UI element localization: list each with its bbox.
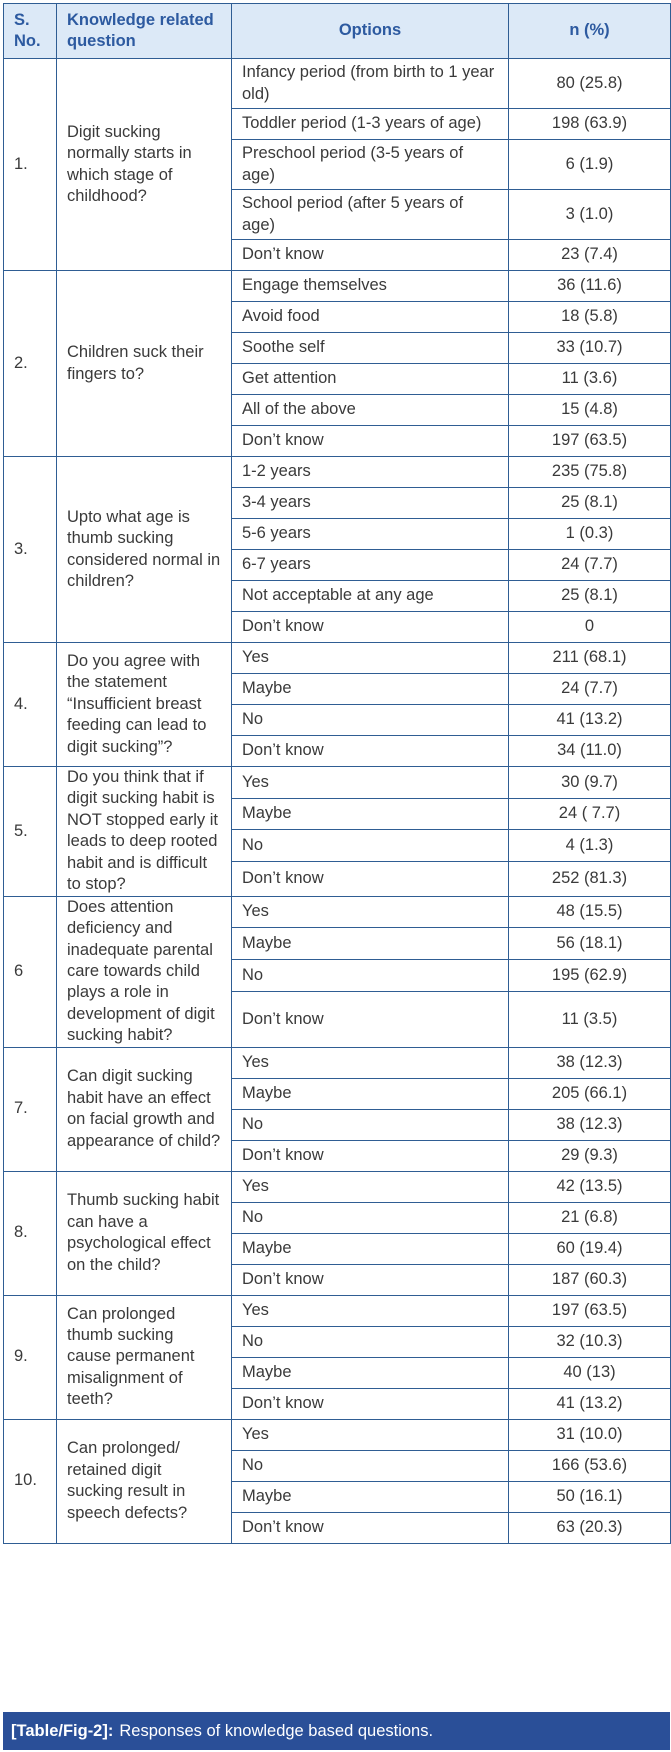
- option-count: 21 (6.8): [509, 1202, 671, 1233]
- option-label: Not acceptable at any age: [232, 581, 509, 612]
- table-body: [4, 59, 671, 1544]
- option-count: 252 (81.3): [509, 861, 671, 896]
- knowledge-table: [3, 3, 671, 1544]
- question-text: Do you agree with the statement “Insufficient breast feeding can lead to digit sucking”?: [57, 643, 232, 767]
- option-label: 6-7 years: [232, 550, 509, 581]
- option-label: No: [232, 1202, 509, 1233]
- option-count: 80 (25.8): [509, 59, 671, 109]
- question-text: Does attention deficiency and inadequate parental care towards child plays a role in development of digit sucking habit?: [57, 896, 232, 1047]
- option-count: 25 (8.1): [509, 581, 671, 612]
- option-count: 3 (1.0): [509, 190, 671, 240]
- table-row: [4, 59, 671, 109]
- option-label: Maybe: [232, 1233, 509, 1264]
- option-label: Don’t know: [232, 426, 509, 457]
- question-number: 2.: [4, 271, 57, 457]
- caption-text: Responses of knowledge based questions.: [119, 1721, 434, 1740]
- question-text: Children suck their fingers to?: [57, 271, 232, 457]
- option-count: 197 (63.5): [509, 1295, 671, 1326]
- option-label: Don’t know: [232, 1140, 509, 1171]
- option-label: Soothe self: [232, 333, 509, 364]
- question-text: Can digit sucking habit have an effect on facial growth and appearance of child?: [57, 1047, 232, 1171]
- question-number: 9.: [4, 1295, 57, 1419]
- option-label: Maybe: [232, 1357, 509, 1388]
- question-text: Can prolonged thumb sucking cause permanent misalignment of teeth?: [57, 1295, 232, 1419]
- option-count: 38 (12.3): [509, 1047, 671, 1078]
- option-label: Don’t know: [232, 240, 509, 271]
- option-count: 11 (3.6): [509, 364, 671, 395]
- option-count: 235 (75.8): [509, 457, 671, 488]
- option-label: Infancy period (from birth to 1 year old): [232, 59, 509, 109]
- option-count: 0: [509, 612, 671, 643]
- option-count: 33 (10.7): [509, 333, 671, 364]
- option-label: Yes: [232, 643, 509, 674]
- option-label: Maybe: [232, 674, 509, 705]
- option-label: 1-2 years: [232, 457, 509, 488]
- option-count: 25 (8.1): [509, 488, 671, 519]
- option-count: 205 (66.1): [509, 1078, 671, 1109]
- table-header-row: [4, 4, 671, 59]
- question-text: Do you think that if digit sucking habit is NOT stopped early it leads to deep rooted habit and is difficult to stop?: [57, 767, 232, 897]
- option-label: No: [232, 960, 509, 992]
- option-count: 197 (63.5): [509, 426, 671, 457]
- option-count: 41 (13.2): [509, 1388, 671, 1419]
- option-count: 29 (9.3): [509, 1140, 671, 1171]
- option-count: 187 (60.3): [509, 1264, 671, 1295]
- option-label: No: [232, 830, 509, 862]
- option-label: Toddler period (1-3 years of age): [232, 109, 509, 140]
- option-count: 4 (1.3): [509, 830, 671, 862]
- option-label: No: [232, 1326, 509, 1357]
- option-count: 24 (7.7): [509, 674, 671, 705]
- option-count: 50 (16.1): [509, 1481, 671, 1512]
- option-count: 198 (63.9): [509, 109, 671, 140]
- option-label: No: [232, 705, 509, 736]
- option-count: 6 (1.9): [509, 140, 671, 190]
- option-count: 24 ( 7.7): [509, 798, 671, 830]
- option-label: Don’t know: [232, 736, 509, 767]
- option-label: All of the above: [232, 395, 509, 426]
- option-count: 195 (62.9): [509, 960, 671, 992]
- question-number: 6: [4, 896, 57, 1047]
- question-number: 8.: [4, 1171, 57, 1295]
- option-label: Don’t know: [232, 992, 509, 1048]
- table-row: [4, 457, 671, 488]
- table-row: [4, 1419, 671, 1450]
- table-row: [4, 643, 671, 674]
- option-label: 3-4 years: [232, 488, 509, 519]
- header-n-percent: n (%): [509, 4, 671, 59]
- option-label: Don’t know: [232, 1512, 509, 1543]
- option-count: 38 (12.3): [509, 1109, 671, 1140]
- option-count: 60 (19.4): [509, 1233, 671, 1264]
- option-label: Don’t know: [232, 1388, 509, 1419]
- table-row: [4, 767, 671, 799]
- option-count: 56 (18.1): [509, 928, 671, 960]
- header-options: Options: [232, 4, 509, 59]
- option-count: 23 (7.4): [509, 240, 671, 271]
- option-label: 5-6 years: [232, 519, 509, 550]
- option-label: Preschool period (3-5 years of age): [232, 140, 509, 190]
- table-row: [4, 1047, 671, 1078]
- table-row: [4, 1295, 671, 1326]
- option-label: Maybe: [232, 1481, 509, 1512]
- option-count: 41 (13.2): [509, 705, 671, 736]
- question-number: 1.: [4, 59, 57, 271]
- option-count: 48 (15.5): [509, 896, 671, 928]
- option-count: 18 (5.8): [509, 302, 671, 333]
- option-count: 24 (7.7): [509, 550, 671, 581]
- option-count: 63 (20.3): [509, 1512, 671, 1543]
- option-count: 166 (53.6): [509, 1450, 671, 1481]
- option-label: No: [232, 1450, 509, 1481]
- question-text: Can prolonged/ retained digit sucking result in speech defects?: [57, 1419, 232, 1543]
- table-row: [4, 271, 671, 302]
- option-label: Yes: [232, 1419, 509, 1450]
- option-count: 36 (11.6): [509, 271, 671, 302]
- option-count: 1 (0.3): [509, 519, 671, 550]
- option-label: Yes: [232, 1171, 509, 1202]
- header-question: Knowledge related question: [57, 4, 232, 59]
- table-caption: [3, 1712, 670, 1750]
- option-label: Engage themselves: [232, 271, 509, 302]
- option-count: 211 (68.1): [509, 643, 671, 674]
- option-label: Yes: [232, 896, 509, 928]
- question-number: 5.: [4, 767, 57, 897]
- option-count: 34 (11.0): [509, 736, 671, 767]
- option-count: 30 (9.7): [509, 767, 671, 799]
- caption-label: [Table/Fig-2]:: [11, 1721, 114, 1740]
- question-number: 3.: [4, 457, 57, 643]
- option-label: Maybe: [232, 928, 509, 960]
- option-label: Don’t know: [232, 612, 509, 643]
- option-count: 40 (13): [509, 1357, 671, 1388]
- option-label: Yes: [232, 767, 509, 799]
- option-count: 42 (13.5): [509, 1171, 671, 1202]
- table-row: [4, 1171, 671, 1202]
- question-number: 4.: [4, 643, 57, 767]
- option-label: Maybe: [232, 798, 509, 830]
- option-label: Don’t know: [232, 1264, 509, 1295]
- question-text: Thumb sucking habit can have a psychological effect on the child?: [57, 1171, 232, 1295]
- option-label: Get attention: [232, 364, 509, 395]
- question-text: Digit sucking normally starts in which stage of childhood?: [57, 59, 232, 271]
- option-label: Maybe: [232, 1078, 509, 1109]
- option-label: Yes: [232, 1295, 509, 1326]
- question-text: Upto what age is thumb sucking considered normal in children?: [57, 457, 232, 643]
- option-label: Yes: [232, 1047, 509, 1078]
- option-count: 15 (4.8): [509, 395, 671, 426]
- option-label: No: [232, 1109, 509, 1140]
- option-label: Avoid food: [232, 302, 509, 333]
- option-count: 31 (10.0): [509, 1419, 671, 1450]
- question-number: 7.: [4, 1047, 57, 1171]
- option-label: School period (after 5 years of age): [232, 190, 509, 240]
- option-count: 32 (10.3): [509, 1326, 671, 1357]
- option-count: 11 (3.5): [509, 992, 671, 1048]
- question-number: 10.: [4, 1419, 57, 1543]
- table-row: [4, 896, 671, 928]
- option-label: Don’t know: [232, 861, 509, 896]
- header-sno: S. No.: [4, 4, 57, 59]
